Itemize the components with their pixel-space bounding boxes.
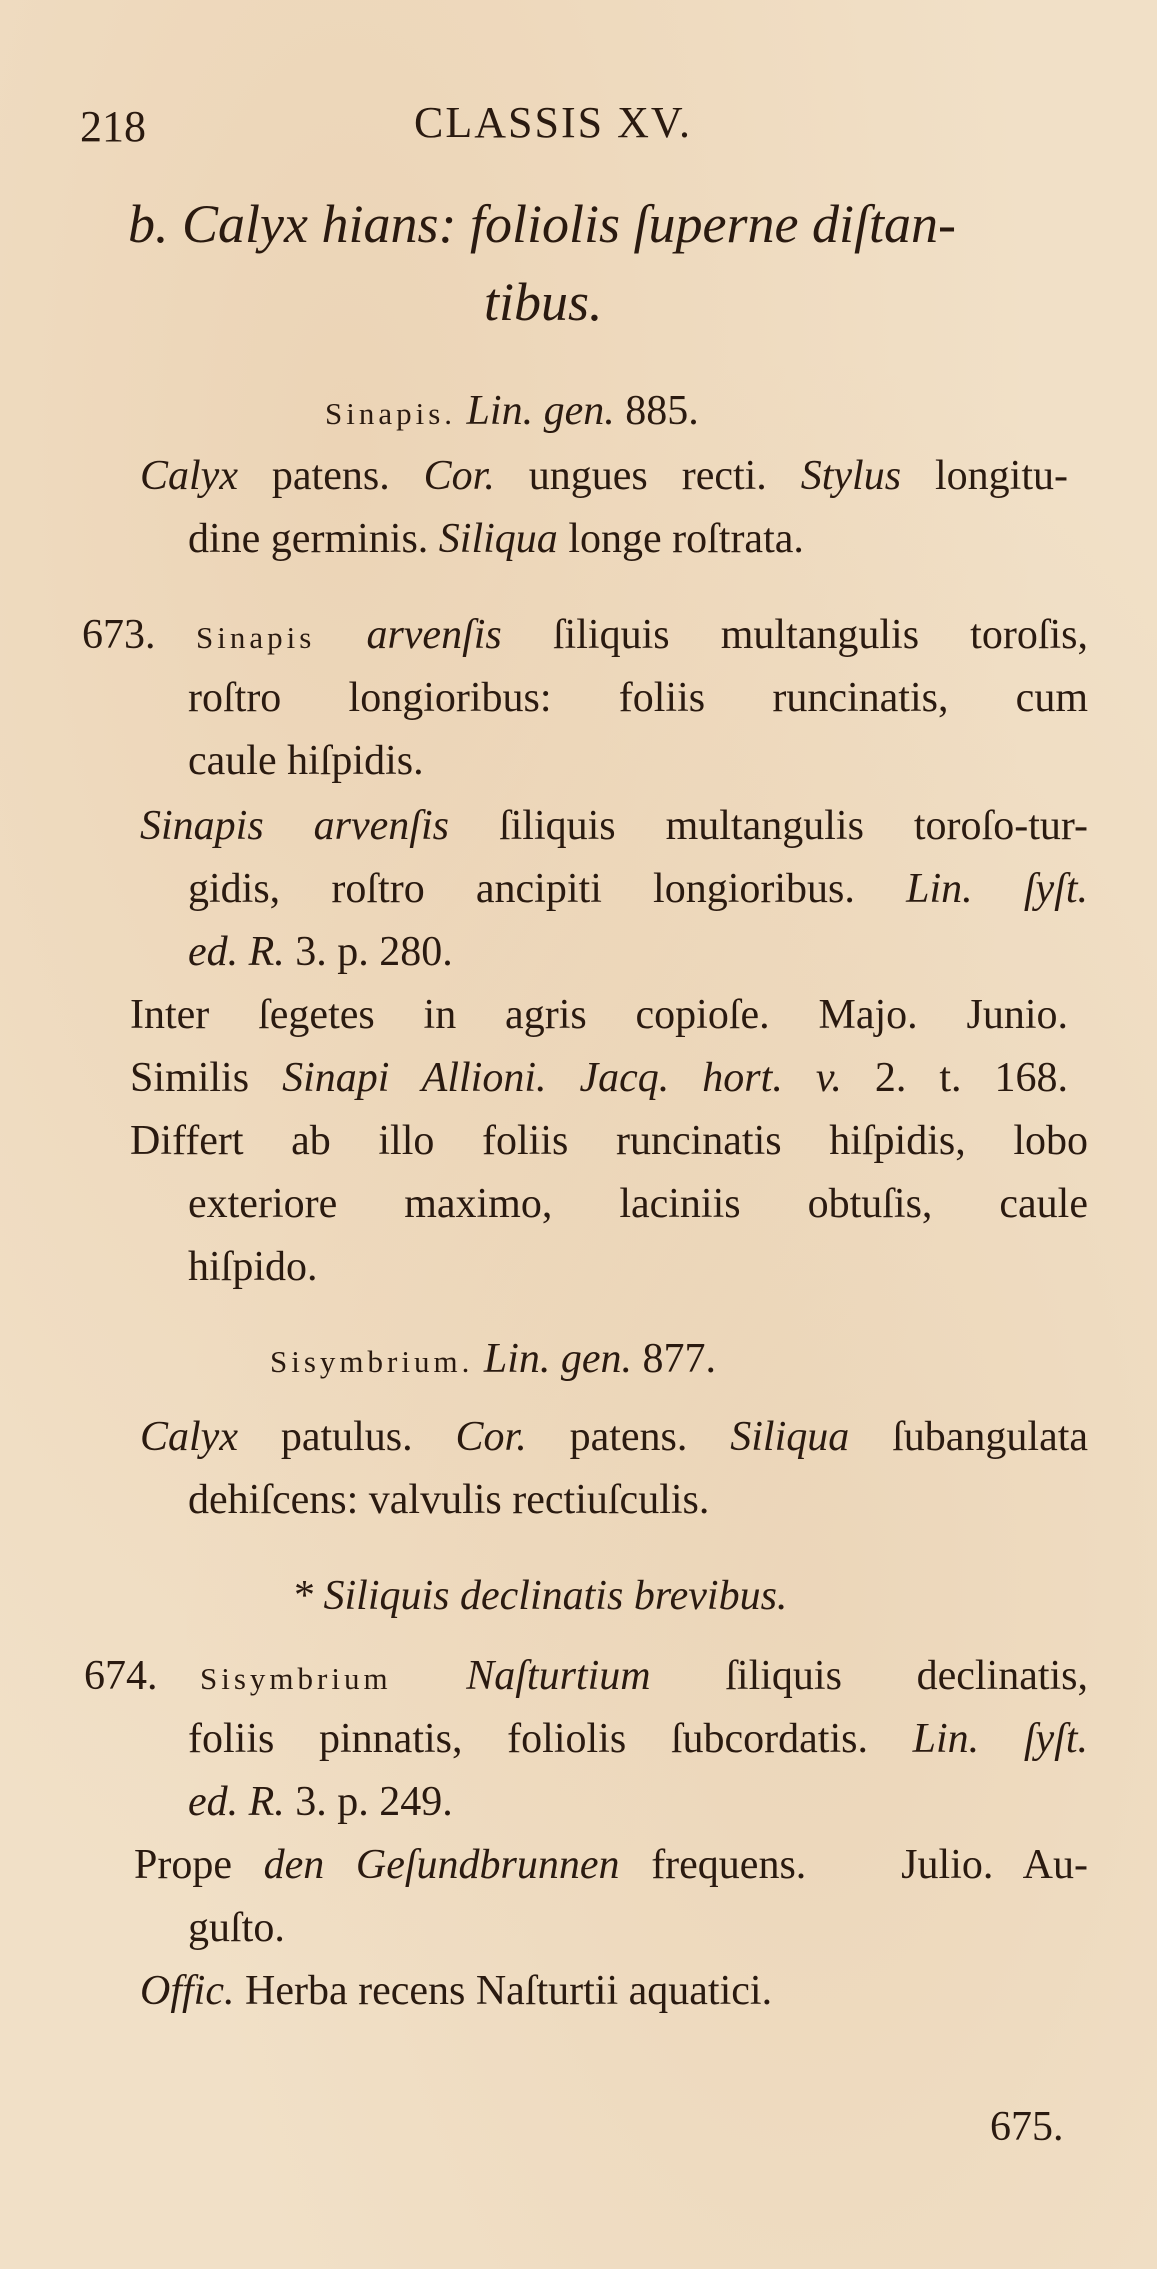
text: 3. p. 249.: [295, 1779, 453, 1825]
reference: ed. R.: [188, 1779, 285, 1825]
text: gidis, roſtro ancipiti longioribus.: [188, 866, 855, 912]
entry-673-line5: [188, 868, 1088, 910]
sinapis-desc-line2: [188, 518, 804, 560]
synonym-name: Sinapis arvenſis: [140, 803, 449, 849]
term-calyx: Calyx: [140, 1414, 238, 1460]
entry-673-line8: [130, 1057, 1068, 1099]
entry-673-line11: hiſpido.: [188, 1244, 318, 1290]
genus-name: Sinapis.: [325, 396, 457, 431]
entry-673-line9: Differt ab illo foliis runcinatis hiſpidis, lobo: [130, 1118, 1088, 1164]
entry-674-line3: [188, 1781, 453, 1823]
reference: Lin. ſyſt.: [912, 1716, 1088, 1762]
text: ſiliquis multangulis toroſo-tur-: [498, 803, 1088, 849]
genus-name: Sinapis: [196, 620, 316, 655]
ref-abbr: Lin.: [466, 388, 534, 434]
text: patens.: [271, 453, 390, 499]
text: 3. p. 280.: [295, 929, 453, 975]
synonym-name: Sinapi Allioni.: [282, 1055, 547, 1101]
section-b-title-line1: b. Calyx hians: foliolis ſuperne diſtan-: [128, 194, 956, 254]
running-head: CLASSIS XV.: [414, 98, 692, 147]
entry-673-line10: exteriore maximo, laciniis obtuſis, caule: [188, 1181, 1088, 1227]
text: Herba recens Naſturtii aquatici.: [244, 1968, 773, 2014]
text: longitu-: [935, 453, 1069, 499]
text: dine germinis.: [188, 516, 429, 562]
ref-gen: gen.: [560, 1336, 633, 1382]
ref-num: 885.: [625, 388, 699, 434]
text: ſubangulata: [892, 1414, 1089, 1460]
text: patulus.: [280, 1414, 413, 1460]
ref-abbr: Lin.: [483, 1336, 551, 1382]
page-number: 218: [80, 102, 146, 151]
reference: Jacq. hort. v.: [579, 1055, 842, 1101]
sinapis-desc-line1: [140, 455, 1068, 497]
ref-num: 877.: [642, 1336, 717, 1382]
entry-674-line5: guſto.: [188, 1905, 285, 1951]
sisymbrium-genus-heading: [270, 1338, 716, 1380]
entry-673-line3: caule hiſpidis.: [188, 738, 424, 784]
section-b-title-line2: tibus.: [484, 272, 603, 332]
text: Similis: [130, 1055, 250, 1101]
catchword: 675.: [990, 2104, 1064, 2150]
term-cor: Cor.: [423, 453, 495, 499]
entry-674-offic: [140, 1970, 772, 2012]
term-offic: Offic.: [140, 1968, 235, 2014]
text: longe roſtrata.: [568, 516, 804, 562]
text: frequens. Julio. Au-: [651, 1842, 1088, 1888]
species-name: Naſturtium: [466, 1653, 651, 1699]
text: ſiliquis multangulis toroſis,: [552, 612, 1089, 658]
species-name: arvenſis: [366, 612, 502, 658]
text: 2. t. 168.: [874, 1055, 1069, 1101]
genus-name: Sisymbrium.: [270, 1344, 474, 1379]
entry-number-674: 674.: [84, 1653, 158, 1699]
term-calyx: Calyx: [140, 453, 238, 499]
subdivision-heading: * Siliquis declinatis brevibus.: [292, 1573, 788, 1619]
entry-674-line2: [188, 1718, 1088, 1760]
text: ſiliquis declinatis,: [725, 1653, 1089, 1699]
entry-674-line1: [200, 1655, 1088, 1697]
ref-gen: gen.: [543, 388, 615, 434]
text: ungues recti.: [528, 453, 767, 499]
term-siliqua: Siliqua: [438, 516, 558, 562]
entry-674-habitat: [134, 1844, 1088, 1886]
term-stylus: Stylus: [800, 453, 902, 499]
entry-673-line6: [188, 931, 453, 973]
sisymbrium-desc-line2: dehiſcens: valvulis rectiuſculis.: [188, 1477, 710, 1523]
text: Prope: [134, 1842, 232, 1888]
text: patens.: [569, 1414, 688, 1460]
entry-673-line1: [196, 614, 1088, 656]
reference: ed. R.: [188, 929, 285, 975]
sinapis-genus-heading: [325, 390, 699, 432]
entry-673-line2: roſtro longioribus: foliis runcinatis, cum: [188, 675, 1088, 721]
term-siliqua: Siliqua: [730, 1414, 850, 1460]
text: foliis pinnatis, foliolis ſubcordatis.: [188, 1716, 868, 1762]
entry-number-673: 673.: [82, 612, 156, 658]
sisymbrium-desc-line1: [140, 1416, 1088, 1458]
reference: Lin. ſyſt.: [906, 866, 1088, 912]
place-name: den Geſundbrunnen: [263, 1842, 620, 1888]
entry-673-line4: [140, 805, 1088, 847]
term-cor: Cor.: [455, 1414, 527, 1460]
genus-name: Sisymbrium: [200, 1661, 392, 1696]
entry-673-habitat: Inter ſegetes in agris copioſe. Majo. Junio.: [130, 992, 1068, 1038]
